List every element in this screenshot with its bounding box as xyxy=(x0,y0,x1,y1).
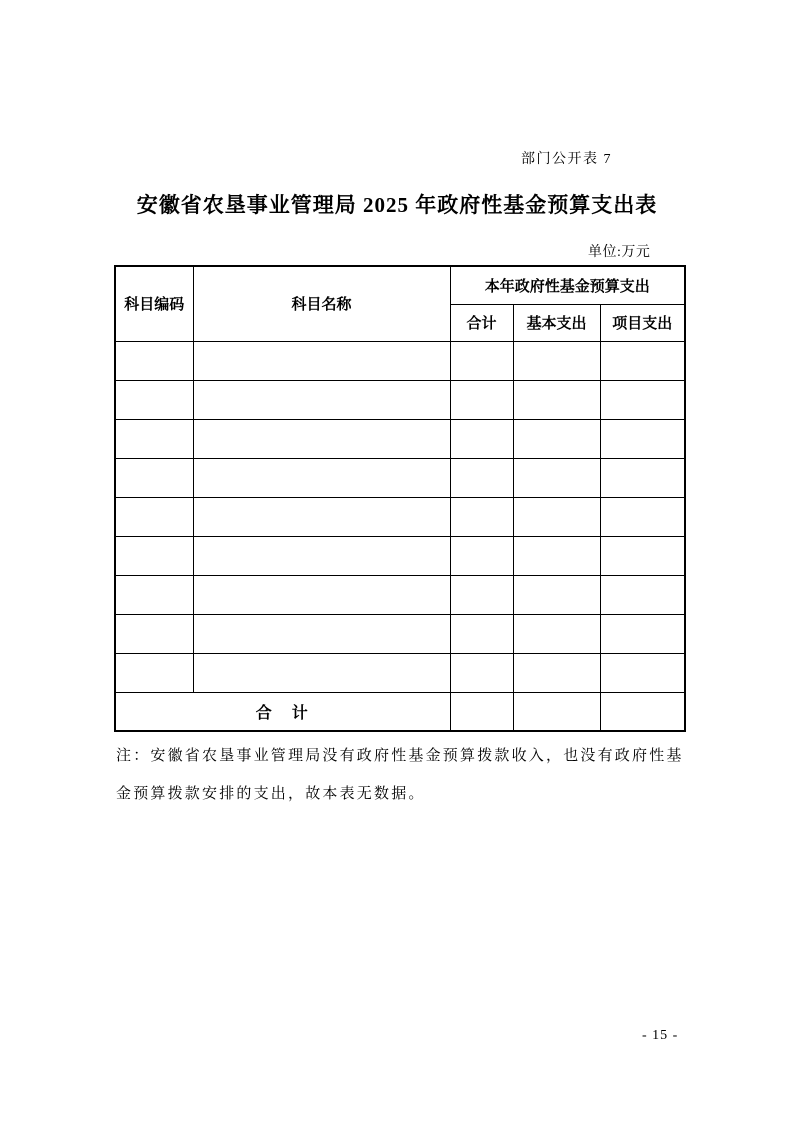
empty-cell xyxy=(600,419,685,458)
empty-cell xyxy=(193,536,450,575)
empty-cell xyxy=(450,575,513,614)
table-row xyxy=(115,458,685,497)
table-row xyxy=(115,419,685,458)
empty-cell xyxy=(193,458,450,497)
header-total: 合计 xyxy=(450,304,513,341)
header-fund-budget-group: 本年政府性基金预算支出 xyxy=(450,266,685,304)
table-row xyxy=(115,536,685,575)
total-value-cell xyxy=(450,692,513,731)
table-row xyxy=(115,575,685,614)
empty-cell xyxy=(600,536,685,575)
empty-cell xyxy=(115,380,193,419)
total-row xyxy=(115,692,685,731)
note-line-2: 金预算拨款安排的支出，故本表无数据。 xyxy=(116,786,426,802)
empty-cell xyxy=(513,380,600,419)
header-subject-name: 科目名称 xyxy=(193,266,450,341)
empty-cell xyxy=(115,341,193,380)
empty-cell xyxy=(450,419,513,458)
header-row-top xyxy=(115,266,685,304)
empty-cell xyxy=(600,341,685,380)
page-title: 安徽省农垦事业管理局 2025 年政府性基金预算支出表 xyxy=(136,193,658,217)
empty-cell xyxy=(193,380,450,419)
table-row xyxy=(115,380,685,419)
empty-cell xyxy=(193,341,450,380)
empty-cell xyxy=(450,653,513,692)
page-number: - 15 - xyxy=(642,1028,679,1043)
header-basic-expenditure: 基本支出 xyxy=(513,304,600,341)
total-value-cell xyxy=(513,692,600,731)
table-body xyxy=(115,341,685,692)
empty-cell xyxy=(115,575,193,614)
empty-cell xyxy=(450,341,513,380)
empty-cell xyxy=(600,458,685,497)
empty-cell xyxy=(450,380,513,419)
table-row xyxy=(115,653,685,692)
empty-cell xyxy=(193,419,450,458)
empty-cell xyxy=(193,614,450,653)
empty-cell xyxy=(513,575,600,614)
empty-cell xyxy=(513,614,600,653)
empty-cell xyxy=(450,614,513,653)
empty-cell xyxy=(115,497,193,536)
empty-cell xyxy=(450,536,513,575)
corner-label: 部门公开表 7 xyxy=(521,152,612,167)
empty-cell xyxy=(513,536,600,575)
note xyxy=(116,737,691,813)
table-row xyxy=(115,614,685,653)
empty-cell xyxy=(600,380,685,419)
table-footer xyxy=(115,692,685,731)
empty-cell xyxy=(600,575,685,614)
empty-cell xyxy=(193,497,450,536)
header-project-expenditure: 项目支出 xyxy=(600,304,685,341)
empty-cell xyxy=(115,536,193,575)
table-header xyxy=(115,266,685,341)
empty-cell xyxy=(513,419,600,458)
header-subject-code: 科目编码 xyxy=(115,266,193,341)
empty-cell xyxy=(600,497,685,536)
empty-cell xyxy=(193,653,450,692)
empty-cell xyxy=(513,341,600,380)
empty-cell xyxy=(115,419,193,458)
unit-label: 单位:万元 xyxy=(588,245,651,260)
table-row xyxy=(115,497,685,536)
empty-cell xyxy=(513,497,600,536)
total-row-label: 合 计 xyxy=(115,692,450,731)
table-row xyxy=(115,341,685,380)
note-line-1: 注：安徽省农垦事业管理局没有政府性基金预算拨款收入，也没有政府性基 xyxy=(116,748,684,764)
empty-cell xyxy=(600,653,685,692)
total-value-cell xyxy=(600,692,685,731)
empty-cell xyxy=(513,458,600,497)
empty-cell xyxy=(600,614,685,653)
empty-cell xyxy=(115,653,193,692)
empty-cell xyxy=(115,458,193,497)
empty-cell xyxy=(193,575,450,614)
budget-table xyxy=(114,265,686,732)
empty-cell xyxy=(115,614,193,653)
empty-cell xyxy=(450,497,513,536)
empty-cell xyxy=(450,458,513,497)
empty-cell xyxy=(513,653,600,692)
